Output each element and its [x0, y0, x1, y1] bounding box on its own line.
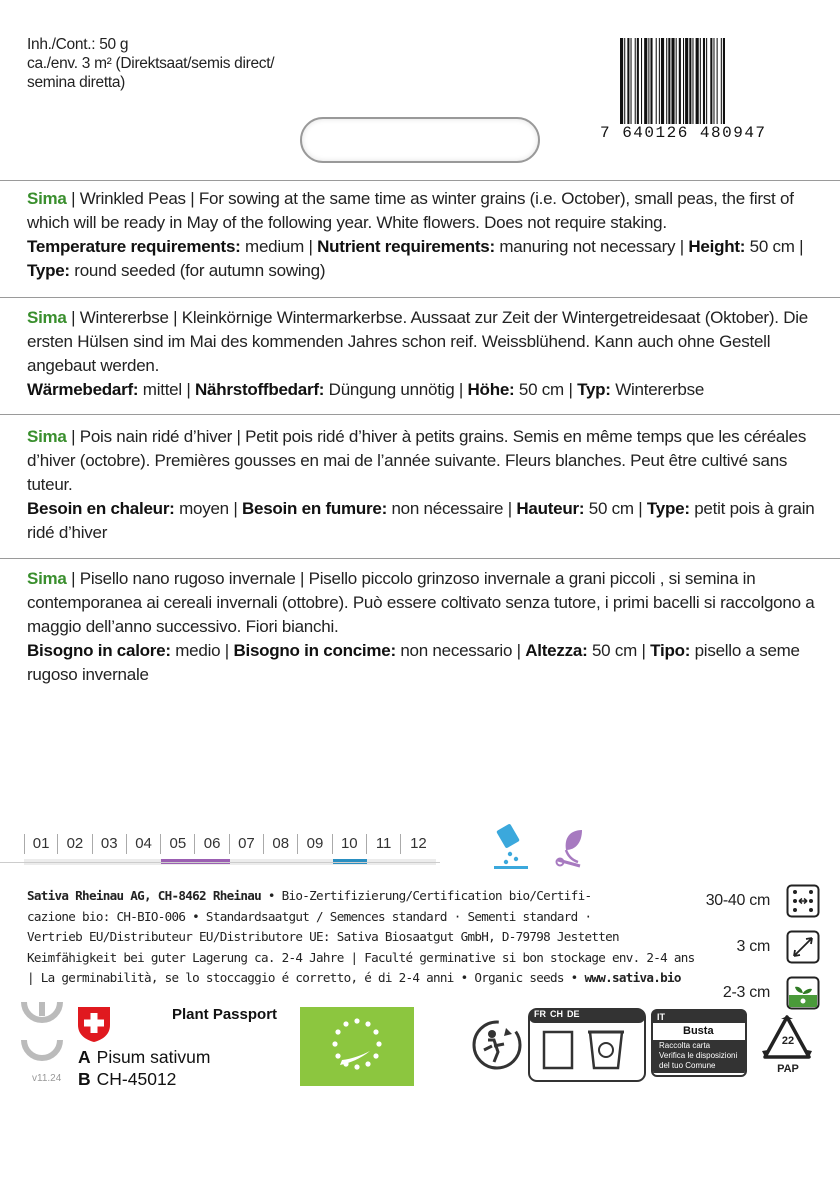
- content-weight: Inh./Cont.: 50 g: [27, 36, 129, 53]
- spec-value: 50 cm |: [587, 641, 651, 660]
- passport-line-a: [78, 1047, 210, 1068]
- spec-label: Höhe:: [467, 380, 515, 399]
- spec-value: 50 cm |: [745, 237, 804, 256]
- barcode-bar: [659, 38, 660, 124]
- spec-label: Nutrient requirements:: [317, 237, 495, 256]
- barcode-bar: [650, 38, 652, 124]
- month-label: 02: [58, 834, 92, 854]
- busta-country: IT: [657, 1012, 665, 1022]
- variety-name: Sima: [27, 569, 67, 588]
- registration-number: CH-45012: [96, 1069, 177, 1089]
- month-label: 11: [367, 834, 401, 854]
- barcode-bars-icon: [620, 38, 810, 124]
- eu-organic-logo-icon: [300, 1007, 414, 1086]
- description-fr: [27, 425, 817, 545]
- imprint-text: | La germinabilità, se lo stoccaggio é corretto, é di 2-4 anni • Organic seeds •: [27, 970, 585, 985]
- spec-value: pisello a seme rugoso invernale: [27, 641, 800, 684]
- divider: [0, 297, 840, 298]
- barcode-digits: 7 640126 480947: [600, 124, 767, 142]
- plant-spacing-value: 3 cm: [736, 938, 770, 955]
- spec-line: [27, 497, 817, 545]
- calendar-baseline: [0, 862, 440, 863]
- description-body: | Wintererbse | Kleinkörnige Wintermarkerbse. Aussaat zur Zeit der Wintergetreidesaat (Oktober). Die ersten Hülsen sind im Mai des kommenden Jahres schon reif. Weissblühend. Kann auch ohne Gestell angebaut werden.: [27, 308, 808, 375]
- sort-tab: DE: [567, 1009, 580, 1019]
- spec-value: medio |: [170, 641, 234, 660]
- spec-label: Temperature requirements:: [27, 237, 241, 256]
- spec-label: Type:: [646, 499, 690, 518]
- imprint-line: cazione bio: CH-BIO-006 • Standardsaatgut / Semences standard · Sementi standard ·: [27, 908, 592, 924]
- calendar-icons: [490, 822, 600, 870]
- pap-label: PAP: [777, 1063, 799, 1075]
- barcode-bar: [689, 38, 691, 124]
- barcode-bar: [717, 38, 718, 124]
- barcode-bar: [624, 38, 625, 124]
- barcode-bar: [671, 38, 674, 124]
- sort-tab: CH: [550, 1009, 563, 1019]
- company-imprint: [27, 886, 695, 989]
- pap-number: 22: [781, 1035, 795, 1047]
- spec-value: moyen |: [174, 499, 242, 518]
- barcode-bar: [679, 38, 681, 124]
- content-info: [27, 35, 327, 92]
- plant-passport-title: Plant Passport: [172, 1006, 278, 1023]
- spec-label: Hauteur:: [516, 499, 585, 518]
- spec-label: Tipo:: [650, 641, 691, 660]
- italian-disposal-label: [651, 1009, 747, 1077]
- content-area-cont: semina diretta): [27, 74, 126, 91]
- month-label: 08: [264, 834, 298, 854]
- spec-value: round seeded (for autumn sowing): [69, 261, 326, 280]
- barcode-bar: [635, 38, 636, 124]
- barcode-bar: [710, 38, 712, 124]
- spec-label: Wärmebedarf:: [27, 380, 139, 399]
- barcode-bar: [644, 38, 647, 124]
- description-de: [27, 306, 817, 402]
- month-label: 06: [195, 834, 229, 854]
- botanical-name: Pisum sativum: [96, 1047, 211, 1067]
- busta-instructions: [659, 1041, 737, 1071]
- barcode-bar: [637, 38, 639, 124]
- month-label: 12: [410, 835, 427, 852]
- sort-country-tabs: [534, 1009, 594, 1019]
- spec-value: Wintererbse: [610, 380, 705, 399]
- triman-recycle-icon: [470, 1018, 524, 1072]
- month-label: 10: [333, 834, 367, 854]
- barcode-bar: [666, 38, 667, 124]
- spec-value: mittel |: [138, 380, 196, 399]
- spec-value: Düngung unnötig |: [324, 380, 468, 399]
- spec-value: non nécessaire |: [386, 499, 517, 518]
- spec-line: [27, 235, 817, 283]
- barcode-bar: [685, 38, 688, 124]
- month-label: 05: [161, 834, 195, 854]
- sorting-instructions-icon: [528, 1008, 646, 1082]
- barcode-bar: [703, 38, 705, 124]
- company-name: Sativa Rheinau AG, CH-8462 Rheinau: [27, 888, 261, 903]
- busta-line: Verifica le disposizioni: [659, 1051, 738, 1060]
- busta-line: del tuo Comune: [659, 1061, 716, 1070]
- passport-line-b: [78, 1069, 176, 1090]
- plant-spacing: [680, 930, 820, 964]
- spec-value: petit pois à grain ridé d’hiver: [27, 499, 815, 542]
- imprint-line: Keimfähigkeit bei guter Lagerung ca. 2-4 Jahre | Faculté germinative si bon stockage env. 2-4 ans: [27, 949, 695, 965]
- version-label: v11.24: [32, 1073, 62, 1084]
- barcode-bar: [683, 38, 684, 124]
- description-en: [27, 187, 817, 283]
- barcode-bar: [668, 38, 670, 124]
- spec-label: Nährstoffbedarf:: [195, 380, 325, 399]
- barcode-bar: [627, 38, 629, 124]
- calendar-months: [24, 832, 436, 856]
- spec-value: 50 cm |: [584, 499, 647, 518]
- barcode-bar: [706, 38, 707, 124]
- sowing-depth: [680, 976, 820, 1010]
- description-text: [27, 425, 817, 497]
- sowing-depth-value: 2-3 cm: [722, 984, 770, 1001]
- barcode-bar: [713, 38, 714, 124]
- imprint-line: Vertrieb EU/Distributeur EU/Distributore UE: Sativa Biosaatgut GmbH, D-79798 Jestetten: [27, 929, 619, 944]
- month-label: 09: [298, 834, 332, 854]
- barcode-bar: [721, 38, 722, 124]
- sowing-depth-icon: [786, 976, 820, 1010]
- barcode-bar: [692, 38, 693, 124]
- sort-tab: FR: [534, 1009, 546, 1019]
- barcode-bar: [700, 38, 701, 124]
- spec-label: Height:: [688, 237, 746, 256]
- spec-line: [27, 378, 817, 402]
- spec-label: Bisogno in concime:: [233, 641, 396, 660]
- spec-line: [27, 639, 817, 687]
- row-spacing-value: 30-40 cm: [705, 892, 770, 909]
- spec-label: Besoin en chaleur:: [27, 499, 175, 518]
- busta-title: Busta: [683, 1025, 714, 1037]
- barcode-bar: [723, 38, 725, 124]
- description-text: [27, 187, 817, 235]
- month-label: 01: [24, 834, 58, 854]
- variety-name: Sima: [27, 189, 67, 208]
- barcode-bar: [696, 38, 699, 124]
- month-label: 07: [230, 834, 264, 854]
- description-text: [27, 567, 817, 639]
- barcode-bar: [648, 38, 649, 124]
- spec-value: manuring not necessary |: [494, 237, 689, 256]
- barcode: [600, 38, 812, 150]
- barcode-bar: [661, 38, 664, 124]
- row-spacing: [680, 884, 820, 918]
- description-body: | Pois nain ridé d’hiver | Petit pois ridé d’hiver à petits grains. Semis en même temps que les céréales d’hiver (octobre). Premières gousses en mai de l’année suivante. Fleurs blanches. Peut être cultivé sans tuteur.: [27, 427, 807, 494]
- variety-name: Sima: [27, 308, 67, 327]
- description-body: | Wrinkled Peas | For sowing at the same time as winter grains (i.e. October), small peas, the first of which will be ready in May of the following year. White flowers. Does not require staking.: [27, 189, 794, 232]
- spec-value: 50 cm |: [514, 380, 578, 399]
- hang-hole: [300, 117, 540, 163]
- description-text: [27, 306, 817, 378]
- barcode-bar: [641, 38, 642, 124]
- variety-name: Sima: [27, 427, 67, 446]
- divider: [0, 414, 840, 415]
- swiss-flag-icon: [75, 1005, 113, 1043]
- divider: [0, 180, 840, 181]
- harvest-icon: [557, 830, 583, 866]
- imprint-text: • Bio-Zertifizierung/Certification bio/Certifi-: [261, 888, 592, 903]
- row-spacing-icon: [786, 884, 820, 918]
- spec-value: medium |: [240, 237, 318, 256]
- content-area: ca./env. 3 m² (Direktsaat/semis direct/: [27, 55, 275, 72]
- passport-label: B: [78, 1069, 91, 1089]
- imprint-line: [27, 968, 681, 989]
- barcode-bar: [620, 38, 623, 124]
- passport-label: A: [78, 1047, 91, 1067]
- spec-label: Altezza:: [525, 641, 588, 660]
- month-label: 03: [93, 834, 127, 854]
- spec-value: non necessario |: [395, 641, 526, 660]
- barcode-bar: [676, 38, 677, 124]
- barcode-bar: [656, 38, 657, 124]
- website-link[interactable]: www.sativa.bio: [584, 970, 681, 985]
- barcode-bar: [631, 38, 632, 124]
- description-body: | Pisello nano rugoso invernale | Pisello piccolo grinzoso invernale a grani piccoli , si semina in contemporanea ai cereali invernali (ottobre). Può essere coltivato senza tutore, i primi bacelli si raccolgono a maggio dell’anno successivo. Fiori bianchi.: [27, 569, 815, 636]
- plant-spacing-icon: [786, 930, 820, 964]
- sowing-icon: [494, 823, 528, 869]
- spec-label: Bisogno in calore:: [27, 641, 171, 660]
- spec-label: Type:: [27, 261, 70, 280]
- month-label: 04: [127, 834, 161, 854]
- spec-label: Typ:: [577, 380, 611, 399]
- imprint-line: [27, 886, 672, 907]
- spec-label: Besoin en fumure:: [241, 499, 387, 518]
- divider: [0, 558, 840, 559]
- busta-line: Raccolta carta: [659, 1041, 711, 1050]
- description-it: [27, 567, 817, 687]
